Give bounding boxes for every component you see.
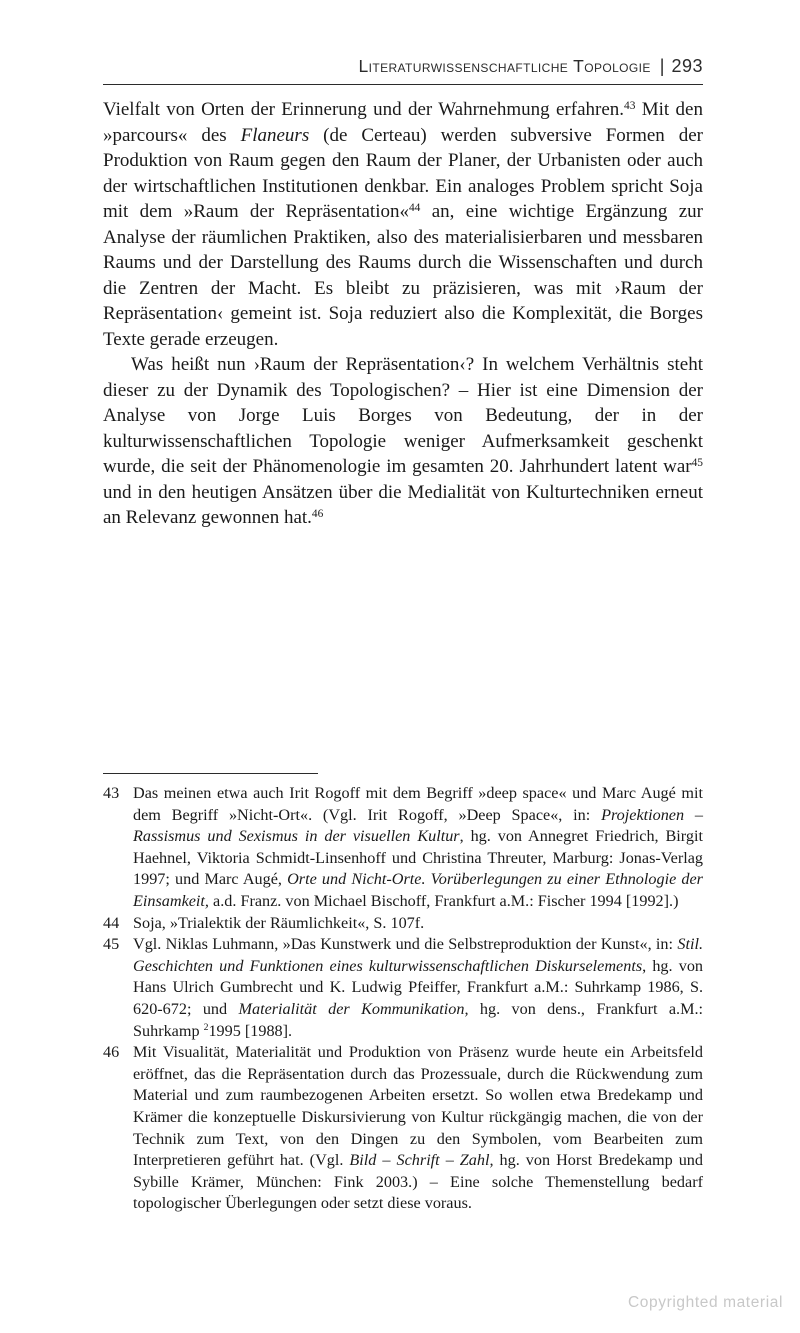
- header-separator: |: [659, 56, 665, 76]
- footnote-separator: [103, 773, 318, 774]
- footnote-number: 43: [103, 784, 120, 802]
- footnote-text: Soja, »Trialektik der Räumlichkeit«, S. 107f.: [133, 913, 425, 932]
- footnote-text: Vgl. Niklas Luhmann, »Das Kunstwerk und die Selbstreproduktion der Kunst«, in: Stil. Geschichten und Funktionen eines kulturwissenschaftlichen Diskurselements, hg. von Hans Ulrich Gumbrecht und K. Ludwig Pfeiffer, Frankfurt a.M.: Suhrkamp 1986, S. 620-672; und Materialität der Kommunikation, hg. von dens., Frankfurt a.M.: Suhrkamp $^2$1995 [1988].: [133, 935, 704, 1040]
- footnote-text: Das meinen etwa auch Irit Rogoff mit dem Begriff »deep space« und Marc Augé mit dem Begriff »Nicht-Ort«. (Vgl. Irit Rogoff, »Deep Space«, in: Projektionen – Rassismus und Sexismus in der visuellen Kultur, hg. von Annegret Friedrich, Birgit Haehnel, Viktoria Schmidt-Linsenhoff und Christina Threuter, Marburg: Jonas-Verlag 1997; und Marc Augé, Orte und Nicht-Orte. Vorüberlegungen zu einer Ethnologie der Einsamkeit, a.d. Franz. von Michael Bischoff, Frankfurt a.M.: Fischer 1994 [1992].): [133, 784, 703, 910]
- footnote-item: [103, 934, 703, 1042]
- paragraph: Vielfalt von Orten der Erinnerung und der Wahrnehmung erfahren.$^{43}$ Mit den »parcours« des Flaneurs (de Certeau) werden subversive Formen der Produktion von Raum gegen den Raum der Planer, der Urbanisten oder auch der wirtschaftlichen Institutionen denkbar. Ein analoges Problem spricht Soja mit dem »Raum der Repräsentation«$^{44}$ an, eine wichtige Ergänzung zur Analyse der räumlichen Praktiken, also des materialisierbaren und messbaren Raums und der Darstellung des Raums durch die Wissenschaften und durch die Zentren der Macht. Es bleibt zu präzisieren, was mit ›Raum der Repräsentation‹ gemeint ist. Soja reduziert also die Komplexität, die Borges Texte gerade erzeugen.: [103, 99, 704, 350]
- footnote-number: 44: [103, 913, 120, 932]
- footnote-item: [103, 1042, 703, 1215]
- footnote-item: [103, 913, 703, 935]
- paragraph: Was heißt nun ›Raum der Repräsentation‹? In welchem Verhältnis steht dieser zu der Dynamik des Topologischen? – Hier ist eine Dimension der Analyse von Jorge Luis Borges von Bedeutung, der in der kulturwissenschaftlichen Topologie weniger Aufmerksamkeit geschenkt wurde, die seit der Phänomenologie im gesamten 20. Jahrhundert latent war$^{45}$ und in den heutigen Ansätzen über die Medialität von Kulturtechniken erneut an Relevanz gewonnen hat.$^{46}$: [103, 354, 703, 528]
- footnote-text: Mit Visualität, Materialität und Produktion von Präsenz wurde heute ein Arbeitsfeld eröffnet, das die Repräsentation durch das Prozessuale, durch die Rückwendung zum Material und zum raumbezogenen Arbeiten ersetzt. So wollen etwa Bredekamp und Krämer die konzeptuelle Diskursivierung von Kultur rückgängig machen, die von der Technik zum Text, von den Dingen zu den Symbolen, vom Bearbeiten zum Interpretieren geführt hat. (Vgl. Bild – Schrift – Zahl, hg. von Horst Bredekamp und Sybille Krämer, München: Fink 2003.) – Eine solche Themenstellung bedarf topologischer Überlegungen oder setzt diese voraus.: [133, 1043, 703, 1213]
- footnote-number: 46: [103, 1043, 120, 1062]
- body-text: [103, 97, 703, 531]
- footnote-number: 45: [103, 935, 120, 954]
- footnote-item: [103, 783, 703, 913]
- footnotes-list: [103, 783, 703, 1215]
- page-number: 293: [671, 56, 703, 76]
- footnotes-section: [103, 773, 703, 1215]
- running-header: [103, 56, 703, 85]
- running-header-title: Literaturwissenschaftliche Topologie: [358, 56, 651, 76]
- copyright-watermark: Copyrighted material: [627, 1294, 783, 1311]
